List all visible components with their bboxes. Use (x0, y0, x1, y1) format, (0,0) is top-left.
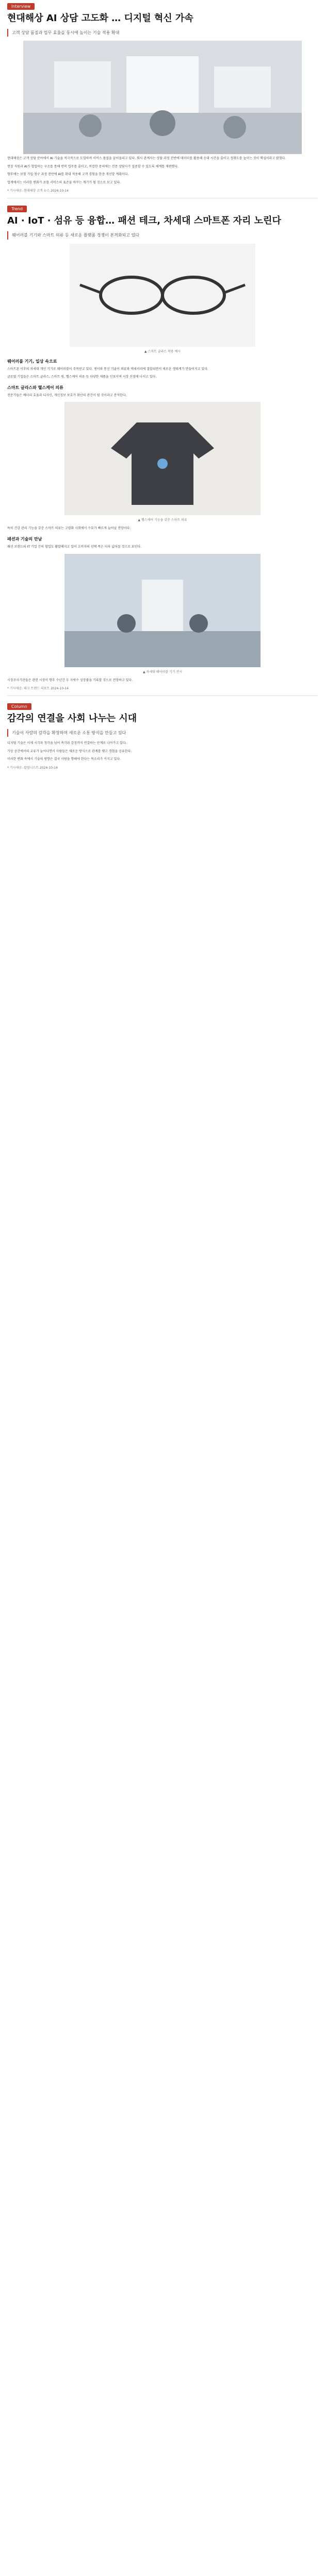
article-image (7, 244, 318, 347)
article-image (7, 41, 318, 154)
image-caption: ▲ 스마트 글라스 착용 예시 (144, 349, 181, 353)
paragraph: 이러한 변화 속에서 기술의 방향은 결국 사람을 향해야 한다는 목소리가 커지고 있다. (7, 757, 121, 761)
office-photo (23, 41, 302, 154)
paragraph: 전문가들은 배터리 효율과 디자인, 개인정보 보호가 확산의 관건이 될 것이라고 분석한다. (7, 393, 127, 397)
article-3 (0, 700, 325, 770)
article-title: AI · IoT · 섬유 등 융합… 패션 테크, 차세대 스마트폰 자리 노린다 (7, 215, 281, 227)
article-2 (0, 202, 325, 690)
article-subtitle: 웨어러블 기기와 스마트 의류 등 새로운 플랫폼 경쟁이 본격화되고 있다 (7, 231, 318, 240)
paragraph: 글로벌 기업들은 스마트 글라스, 스마트 링, 헬스케어 의류 등 다양한 제품을 선보이며 시장 선점에 나서고 있다. (7, 375, 157, 379)
paragraph: 시장조사기관들은 관련 시장이 향후 수년간 두 자릿수 성장률을 기록할 것으로 전망하고 있다. (7, 678, 133, 682)
paragraph: 디지털 기술은 이제 시각과 청각을 넘어 촉각과 감정까지 연결하는 단계로 나아가고 있다. (7, 741, 127, 745)
byline: * 기사제공: 현대해상 고객 뉴스 2024-10-14 (7, 189, 69, 193)
smart-clothing-photo (64, 402, 261, 515)
category-tag: Column (7, 703, 31, 710)
paragraph: 현대해상은 고객 상담 분야에서 AI 기술을 적극적으로 도입하며 서비스 품질을 끌어올리고 있다. 회사 관계자는 상담 과정 전반에 데이터를 활용해 응대 시간을 줄이고 정확도를 높이는 것이 핵심이라고 밝혔다. (7, 157, 286, 161)
article-subtitle: 고객 상담 품질과 업무 효율을 동시에 높이는 기술 적용 확대 (7, 29, 318, 37)
paragraph: 특히 건강 관리 기능을 갖춘 스마트 의류는 고령화 사회에서 수요가 빠르게 늘어날 전망이다. (7, 527, 131, 531)
byline: * 기사제공: 테크 트렌드 리포트 2024-10-14 (7, 687, 69, 691)
article-title: 현대해상 AI 상담 고도화 … 디지털 혁신 가속 (7, 13, 193, 24)
paragraph: 스마트폰 이후의 차세대 개인 기기로 웨어러블이 주목받고 있다. 센서와 통신 기술이 의류와 액세서리에 결합되면서 새로운 생태계가 만들어지고 있다. (7, 367, 208, 371)
paragraph: 현장 직원과 AI가 협업하는 구조를 통해 반복 업무를 줄이고, 복잡한 문의에는 전문 상담사가 집중할 수 있도록 체계를 재편했다. (7, 164, 178, 168)
article-image (7, 402, 318, 515)
section-heading: 웨어러블 기기, 일상 속으로 (7, 359, 57, 364)
section-heading: 패션과 기술의 만남 (7, 536, 42, 541)
article-title: 감각의 연결을 사회 나누는 시대 (7, 713, 137, 724)
paragraph: 향후에는 보험 가입·청구 과정 전반에 AI를 확대 적용해 고객 경험을 한층 개선할 계획이다. (7, 173, 129, 177)
paragraph: 패션 브랜드와 IT 기업 간의 협업도 활발해지고 있어 소비자의 선택 폭은 더욱 넓어질 것으로 보인다. (7, 545, 142, 549)
section-heading: 스마트 글라스와 헬스케어 의류 (7, 385, 63, 390)
category-tag: Interview (7, 3, 35, 10)
article-image (7, 554, 318, 667)
byline: * 기사제공: 칼럼니스트 2024-10-14 (7, 766, 58, 770)
article-1 (0, 0, 325, 193)
image-caption: ▲ 차세대 웨어러블 기기 전시 (143, 670, 182, 674)
paragraph: 가상 공간에서의 교류가 늘어나면서 사람들은 새로운 방식으로 관계를 맺고 경험을 공유한다. (7, 749, 132, 753)
article-subtitle: 기술이 사람의 감각을 확장하며 새로운 소통 방식을 만들고 있다 (7, 729, 318, 737)
smart-glasses-photo (70, 244, 255, 347)
image-caption: ▲ 헬스케어 기능을 갖춘 스마트 의류 (138, 518, 187, 522)
paragraph: 업계에서는 이러한 변화가 보험 서비스의 표준을 바꾸는 계기가 될 것으로 보고 있다. (7, 180, 121, 184)
category-tag: Trend (7, 206, 27, 212)
exhibition-photo (64, 554, 261, 667)
